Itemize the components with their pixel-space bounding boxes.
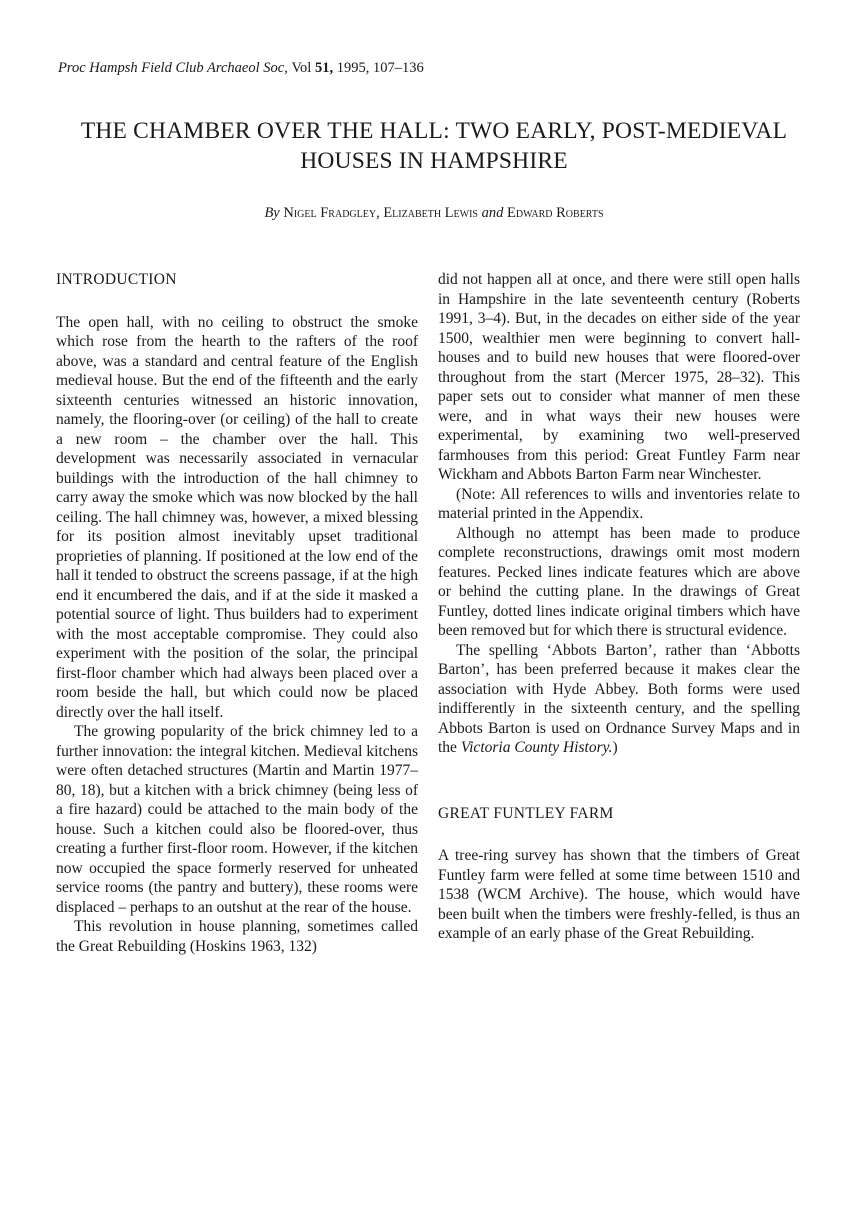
left-column <box>56 270 418 956</box>
author-name: Edward Roberts <box>506 205 604 221</box>
volume-label: Vol <box>291 60 312 76</box>
right-column <box>438 270 800 944</box>
body-paragraph-continuation: did not happen all at once, and there were still open halls in Hampshire in the late seventeenth century (Roberts 1991, 3–4). But, in the decades on either side of the year 1500, wealthier men were beginning to convert hall-houses and to build new houses that were floored-over throughout from the start (Mercer 1975, 28–32). This paper sets out to consider what manner of men these were, and in what ways their new houses were experimental, by examining two well-preserved farmhouses from this period: Great Funtley Farm near Wickham and Abbots Barton Farm near Winchester. <box>438 271 800 483</box>
section-heading-great-funtley-farm: GREAT FUNTLEY FARM <box>438 804 614 822</box>
body-paragraph-continued <box>438 270 800 485</box>
body-paragraph <box>438 641 800 758</box>
body-paragraph: Although no attempt has been made to produce complete reconstructions, drawings omit most modern features. Pecked lines indicate features which are above or behind the cutting plane. In the drawings of Great Funtley, dotted lines indicate original timbers which have been removed but for which there is structural evidence. <box>438 524 800 639</box>
byline-and: and <box>481 205 504 221</box>
body-text: The spelling ‘Abbots Barton’, rather than ‘Abbotts Barton’, has been preferred because it makes clear the association with Hyde Abbey. Both forms were used indifferently in the sixteenth century, and the spelling Abbots Barton is used on Ordnance Survey Maps and in the <box>438 641 800 756</box>
journal-name: Proc Hampsh Field Club Archaeol Soc, <box>58 60 288 76</box>
author-name: Nigel Fradgley, <box>283 205 380 221</box>
body-paragraph: The open hall, with no ceiling to obstruct the smoke which rose from the hearth to the rafters of the roof above, was a standard and central feature of the English medieval house. But the end of the fifteenth and the early sixteenth centuries witnessed an historic innovation, namely, the flooring-over (or ceiling) of the hall to create a new room – the chamber over the hall. This development was necessarily associated in vernacular buildings with the introduction of the hall chimney to carry away the smoke which was now blocked by the hall ceiling. The hall chimney was, however, a mixed blessing for its position almost inevitably upset traditional proprieties of planning. If positioned at the low end of the hall it tended to obstruct the screens passage, if at the high end it encumbered the dais, and if at the side it masked a potential source of light. Thus builders had to experiment with the most acceptable compromise. They could also experiment with the position of the solar, the principal first-floor chamber which had always been placed over a room beside the hall, but which could now be placed directly over the hall itself. <box>56 313 418 721</box>
body-text: ) <box>612 739 618 756</box>
body-paragraph: This revolution in house planning, sometimes called the Great Rebuilding (Hoskins 1963, 132) <box>56 918 418 955</box>
body-paragraph: The growing popularity of the brick chimney led to a further innovation: the integral kitchen. Medieval kitchens were often detached structures (Martin and Martin 1977–80, 18), but a kitchen with a brick chimney (being less of a fire hazard) could be attached to the main body of the house. Such a kitchen could also be floored-over, thus creating a further first-floor room. However, if the kitchen now occupied the space formerly reserved for unheated service rooms (the pantry and buttery), these rooms were displaced – perhaps to an outshut at the rear of the house. <box>56 723 418 916</box>
year-pages: 1995, 107–136 <box>336 60 424 76</box>
body-paragraph: A tree-ring survey has shown that the timbers of Great Funtley farm were felled at some time between 1510 and 1538 (WCM Archive). The house, which would have been built when the timbers were freshly-felled, is thus an example of an early phase of the Great Rebuilding. <box>438 847 800 942</box>
section-heading-introduction: INTRODUCTION <box>56 271 177 288</box>
byline-by: By <box>264 205 280 221</box>
journal-citation <box>58 60 424 77</box>
author-name: Elizabeth Lewis <box>383 205 478 221</box>
body-text-italic: Victoria County History. <box>460 739 613 756</box>
byline <box>0 205 868 222</box>
paper-title: THE CHAMBER OVER THE HALL: TWO EARLY, POST-MEDIEVAL HOUSES IN HAMPSHIRE <box>80 118 788 174</box>
note-paragraph: (Note: All references to wills and inventories relate to material printed in the Appendix. <box>438 485 800 522</box>
volume-number: 51, <box>314 60 334 76</box>
